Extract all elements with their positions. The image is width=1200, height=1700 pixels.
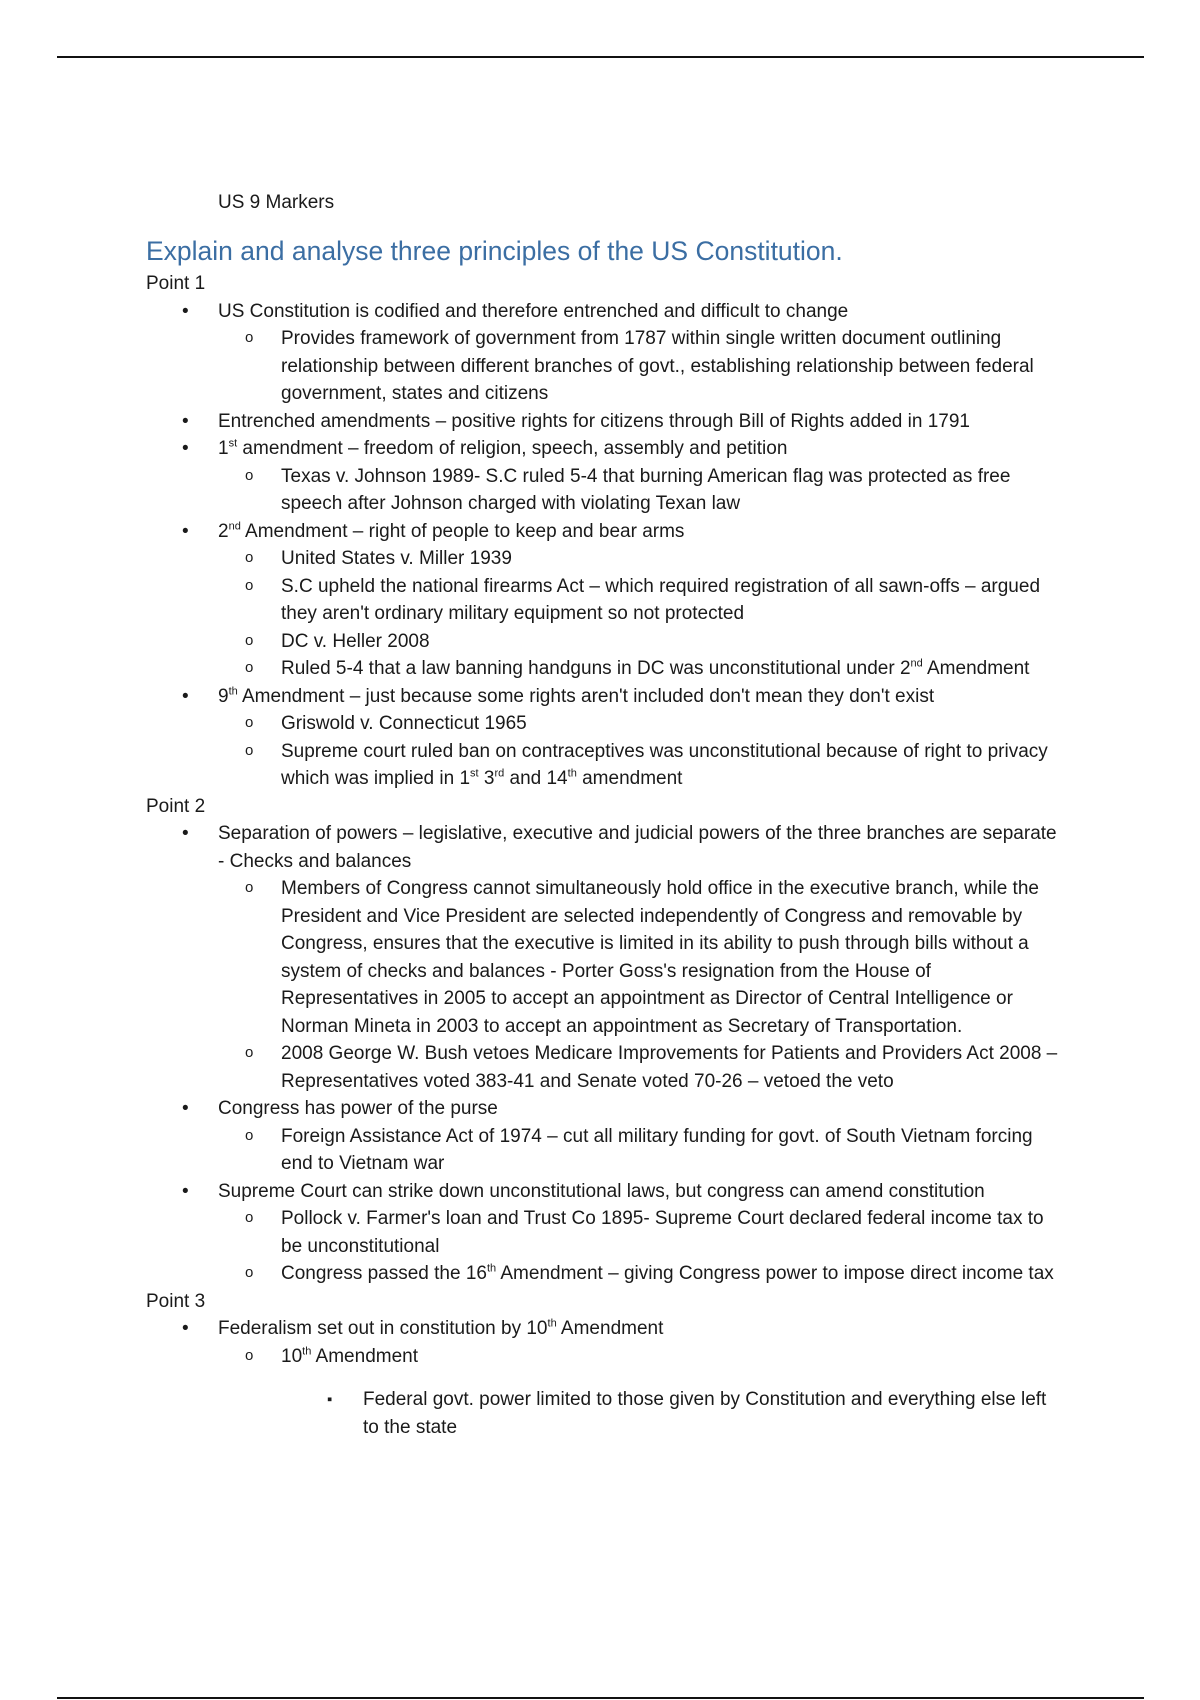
ordinal-suffix: th (228, 685, 238, 698)
ordinal-suffix: th (486, 1262, 497, 1275)
list-item-text: S.C upheld the national firearms Act – which required registration of all sawn-offs – argued they aren't ordinary military equipment so not protected (281, 575, 1046, 624)
list-item (146, 408, 1066, 436)
list-item (146, 820, 1066, 875)
point-heading: Point 1 (146, 273, 206, 294)
list-item-text: 2008 George W. Bush vetoes Medicare Improvements for Patients and Providers Act 2008 – Representatives voted 383-41 and Senate voted 70-26 – vetoed the veto (281, 1043, 1063, 1092)
top-rule (57, 56, 1144, 58)
list-item (146, 463, 1066, 518)
list-item (146, 710, 1066, 738)
list-item (146, 683, 1066, 711)
list-item-text: Supreme Court can strike down unconstitutional laws, but congress can amend constitution (218, 1180, 985, 1202)
list-item (146, 435, 1066, 463)
list-item-text: 10th Amendment (281, 1345, 418, 1367)
list-item-text: 9th Amendment – just because some rights aren't included don't mean they don't exist (218, 685, 935, 707)
list-item (146, 1123, 1066, 1178)
list-item-text: Entrenched amendments – positive rights for citizens through Bill of Rights added in 1791 (218, 410, 970, 432)
list-item-text: Texas v. Johnson 1989- S.C ruled 5-4 that burning American flag was protected as free speech after Johnson charged with violating Texan law (281, 465, 1016, 514)
list-item-text: Members of Congress cannot simultaneously hold office in the executive branch, while the President and Vice President are selected independently of Congress and removable by Congress, ensures that the executive is limited in its ability to push through bills without a system of checks and balances - Porter Goss's resignation from the House of Representatives in 2005 to accept an appointment as Director of Central Intelligence or Norman Mineta in 2003 to accept an appointment as Secretary of Transportation. (281, 878, 1045, 1037)
list-item (146, 573, 1066, 628)
list-item (146, 628, 1066, 656)
point-list (146, 820, 1066, 1288)
list-item-text: United States v. Miller 1939 (281, 548, 512, 569)
list-item-text: Pollock v. Farmer's loan and Trust Co 1895- Supreme Court declared federal income tax to be unconstitutional (281, 1208, 1049, 1257)
list-item (146, 875, 1066, 1040)
list-item (146, 738, 1066, 793)
ordinal-suffix: th (302, 1345, 312, 1358)
point-list (146, 298, 1066, 793)
list-item-text: Congress passed the 16th Amendment – giving Congress power to impose direct income tax (281, 1262, 1054, 1284)
ordinal-suffix: st (470, 767, 479, 780)
list-item (146, 655, 1066, 683)
point-heading: Point 2 (146, 795, 206, 817)
list-item-text: Federal govt. power limited to those given by Constitution and everything else left to the state (363, 1389, 1052, 1438)
document-label: US 9 Markers (218, 192, 335, 213)
list-item-text: Supreme court ruled ban on contraceptives was unconstitutional because of right to privacy which was implied in 1st 3rd and 14th amendment (281, 740, 1054, 789)
list-item (146, 1040, 1066, 1095)
ordinal-suffix: th (547, 1317, 557, 1330)
document-body (146, 270, 1066, 1441)
list-item-text: Ruled 5-4 that a law banning handguns in DC was unconstitutional under 2nd Amendment (281, 657, 1030, 679)
page-title: Explain and analyse three principles of the US Constitution. (146, 236, 843, 266)
point-list (146, 1315, 1066, 1441)
ordinal-suffix: rd (494, 767, 505, 780)
list-item-text: Congress has power of the purse (218, 1098, 498, 1119)
list-item (146, 1260, 1066, 1288)
list-item (146, 1315, 1066, 1343)
bottom-rule (57, 1697, 1144, 1699)
list-item-text: Griswold v. Connecticut 1965 (281, 713, 527, 734)
list-item-text: Federalism set out in constitution by 10th Amendment (218, 1317, 664, 1339)
list-item-text: Provides framework of government from 1787 within single written document outlining relationship between different branches of govt., establishing relationship between federal government, states and citizens (281, 328, 1040, 404)
ordinal-suffix: nd (910, 657, 923, 670)
list-item (146, 1205, 1066, 1260)
list-item (146, 1095, 1066, 1123)
list-item-text: US Constitution is codified and therefore entrenched and difficult to change (218, 300, 849, 322)
list-item-text: DC v. Heller 2008 (281, 630, 430, 652)
list-item-text: 2nd Amendment – right of people to keep and bear arms (218, 520, 685, 542)
list-item (146, 298, 1066, 326)
list-item (146, 1178, 1066, 1206)
list-item (146, 1343, 1066, 1371)
list-item-text: Foreign Assistance Act of 1974 – cut all military funding for govt. of South Vietnam forcing end to Vietnam war (281, 1125, 1038, 1174)
list-item (146, 545, 1066, 573)
list-item-text: 1st amendment – freedom of religion, speech, assembly and petition (218, 437, 788, 459)
list-item (146, 325, 1066, 408)
ordinal-suffix: th (567, 767, 577, 780)
list-item-text: Separation of powers – legislative, executive and judicial powers of the three branches are separate - Checks and balances (218, 823, 1062, 872)
list-item (146, 518, 1066, 546)
ordinal-suffix: st (228, 437, 238, 450)
list-item (146, 1386, 1066, 1441)
point-heading: Point 3 (146, 1290, 206, 1312)
ordinal-suffix: nd (228, 520, 241, 533)
